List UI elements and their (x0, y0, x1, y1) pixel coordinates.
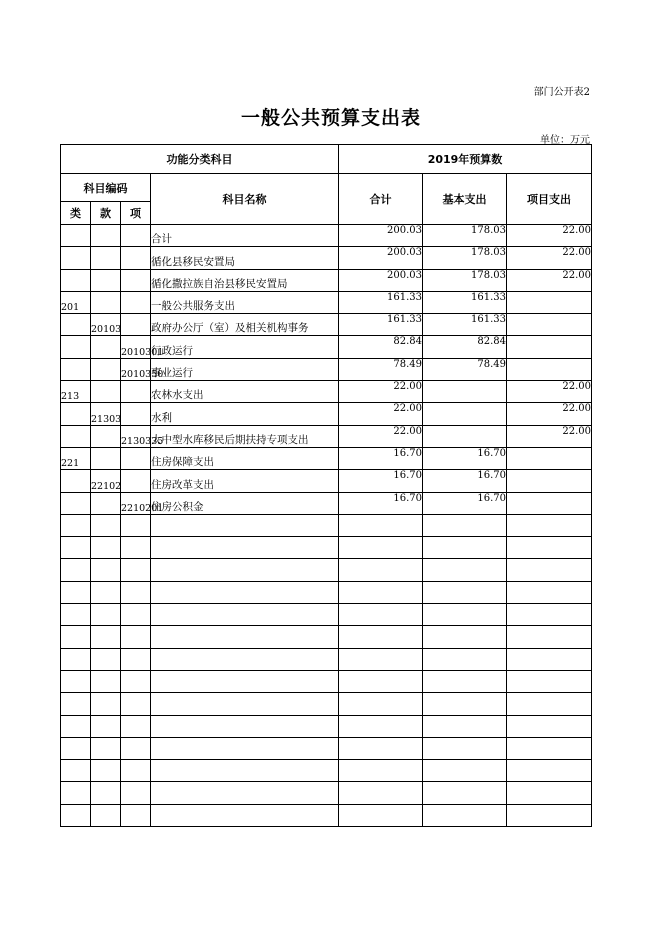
total-cell: 22.00 (339, 381, 423, 403)
project-cell (507, 291, 592, 313)
empty-cell (339, 604, 423, 626)
empty-cell (61, 670, 91, 692)
empty-cell (151, 737, 339, 759)
table-row (61, 247, 592, 269)
empty-cell (121, 693, 151, 715)
empty-cell (151, 514, 339, 536)
kuan-code-cell: 22102 (91, 470, 121, 492)
empty-cell (339, 670, 423, 692)
basic-cell: 161.33 (423, 314, 507, 336)
lei-code-cell (61, 314, 91, 336)
empty-cell (507, 670, 592, 692)
kuan-code-cell (91, 336, 121, 358)
empty-row (61, 670, 592, 692)
empty-row (61, 626, 592, 648)
kuan-code-cell (91, 358, 121, 380)
xiang-code-cell (121, 381, 151, 403)
lei-code-cell (61, 492, 91, 514)
project-cell (507, 314, 592, 336)
item-name-cell: 大中型水库移民后期扶持专项支出 (151, 425, 339, 447)
basic-cell: 16.70 (423, 492, 507, 514)
empty-cell (339, 782, 423, 804)
empty-cell (423, 648, 507, 670)
empty-cell (61, 648, 91, 670)
kuan-code-cell (91, 291, 121, 313)
empty-cell (507, 648, 592, 670)
empty-cell (507, 737, 592, 759)
empty-cell (61, 693, 91, 715)
empty-cell (507, 760, 592, 782)
empty-cell (61, 514, 91, 536)
lei-code-cell (61, 225, 91, 247)
kuan-code-cell (91, 492, 121, 514)
empty-cell (91, 715, 121, 737)
total-cell: 161.33 (339, 291, 423, 313)
empty-cell (151, 581, 339, 603)
empty-cell (91, 648, 121, 670)
empty-cell (339, 737, 423, 759)
kuan-code-cell (91, 425, 121, 447)
empty-row (61, 737, 592, 759)
empty-cell (507, 804, 592, 826)
basic-cell (423, 381, 507, 403)
empty-cell (121, 760, 151, 782)
empty-row (61, 804, 592, 826)
xiang-code-cell: 2210201 (121, 492, 151, 514)
empty-cell (91, 626, 121, 648)
total-header: 合计 (339, 174, 423, 225)
lei-code-cell (61, 336, 91, 358)
table-body (61, 225, 592, 827)
empty-cell (507, 514, 592, 536)
empty-cell (507, 559, 592, 581)
kuan-code-cell (91, 447, 121, 469)
empty-cell (507, 604, 592, 626)
empty-cell (121, 715, 151, 737)
empty-cell (61, 559, 91, 581)
empty-cell (339, 537, 423, 559)
empty-cell (339, 648, 423, 670)
empty-cell (91, 581, 121, 603)
empty-cell (151, 693, 339, 715)
basic-cell: 82.84 (423, 336, 507, 358)
empty-cell (423, 537, 507, 559)
lei-code-cell: 213 (61, 381, 91, 403)
xiang-code-cell (121, 403, 151, 425)
form-number: 部门公开表2 (533, 87, 590, 98)
project-cell (507, 492, 592, 514)
item-name-cell: 住房保障支出 (151, 447, 339, 469)
empty-cell (151, 537, 339, 559)
basic-cell: 16.70 (423, 470, 507, 492)
empty-cell (423, 559, 507, 581)
name-header: 科目名称 (151, 174, 339, 225)
table-row (61, 225, 592, 247)
table-row (61, 403, 592, 425)
project-cell: 22.00 (507, 269, 592, 291)
table-row (61, 425, 592, 447)
table-row (61, 336, 592, 358)
empty-cell (121, 804, 151, 826)
total-cell: 200.03 (339, 247, 423, 269)
item-name-cell: 住房公积金 (151, 492, 339, 514)
empty-cell (61, 782, 91, 804)
total-cell: 161.33 (339, 314, 423, 336)
lei-code-cell (61, 358, 91, 380)
empty-cell (121, 514, 151, 536)
budget-group-header: 2019年预算数 (339, 145, 592, 174)
empty-cell (91, 604, 121, 626)
item-name-cell: 事业运行 (151, 358, 339, 380)
empty-cell (151, 804, 339, 826)
empty-cell (339, 760, 423, 782)
empty-cell (151, 670, 339, 692)
empty-cell (339, 559, 423, 581)
xiang-code-cell: 2130335 (121, 425, 151, 447)
lei-code-cell (61, 403, 91, 425)
code-group-header: 科目编码 (61, 174, 151, 202)
empty-cell (91, 693, 121, 715)
item-name-cell: 行政运行 (151, 336, 339, 358)
total-cell: 200.03 (339, 269, 423, 291)
budget-table (60, 144, 592, 827)
empty-cell (423, 737, 507, 759)
total-cell: 78.49 (339, 358, 423, 380)
empty-cell (121, 782, 151, 804)
empty-cell (91, 760, 121, 782)
empty-cell (121, 581, 151, 603)
total-cell: 200.03 (339, 225, 423, 247)
xiang-code-cell (121, 291, 151, 313)
total-cell: 22.00 (339, 425, 423, 447)
empty-row (61, 782, 592, 804)
basic-cell: 78.49 (423, 358, 507, 380)
empty-cell (423, 715, 507, 737)
empty-cell (507, 537, 592, 559)
empty-cell (423, 626, 507, 648)
lei-code-cell (61, 425, 91, 447)
empty-cell (61, 581, 91, 603)
basic-cell: 178.03 (423, 269, 507, 291)
kuan-code-cell (91, 225, 121, 247)
empty-cell (151, 782, 339, 804)
table-row (61, 381, 592, 403)
category-group-header: 功能分类科目 (61, 145, 339, 174)
empty-row (61, 648, 592, 670)
empty-cell (151, 559, 339, 581)
empty-cell (507, 782, 592, 804)
table-row (61, 447, 592, 469)
xiang-code-cell (121, 269, 151, 291)
empty-row (61, 559, 592, 581)
empty-cell (61, 604, 91, 626)
empty-row (61, 514, 592, 536)
empty-cell (339, 693, 423, 715)
empty-cell (423, 693, 507, 715)
empty-cell (423, 581, 507, 603)
empty-cell (151, 604, 339, 626)
lei-code-cell: 221 (61, 447, 91, 469)
lei-code-cell (61, 470, 91, 492)
empty-cell (61, 626, 91, 648)
empty-cell (423, 782, 507, 804)
total-cell: 16.70 (339, 447, 423, 469)
project-cell (507, 470, 592, 492)
item-name-cell: 住房改革支出 (151, 470, 339, 492)
lei-code-cell: 201 (61, 291, 91, 313)
empty-cell (121, 648, 151, 670)
item-name-cell: 农林水支出 (151, 381, 339, 403)
project-cell (507, 447, 592, 469)
empty-cell (339, 715, 423, 737)
empty-cell (339, 804, 423, 826)
page-title: 一般公共预算支出表 (240, 107, 421, 129)
item-name-cell: 一般公共服务支出 (151, 291, 339, 313)
lei-header: 类 (61, 202, 91, 225)
empty-cell (91, 670, 121, 692)
empty-row (61, 760, 592, 782)
unit-label: 单位：万元 (540, 135, 590, 146)
item-name-cell: 合计 (151, 225, 339, 247)
empty-cell (151, 648, 339, 670)
xiang-header: 项 (121, 202, 151, 225)
basic-cell: 178.03 (423, 247, 507, 269)
item-name-cell: 水利 (151, 403, 339, 425)
total-cell: 16.70 (339, 470, 423, 492)
empty-cell (121, 537, 151, 559)
empty-cell (339, 626, 423, 648)
table-row (61, 470, 592, 492)
empty-cell (151, 626, 339, 648)
table-row (61, 314, 592, 336)
table-row (61, 492, 592, 514)
project-cell: 22.00 (507, 425, 592, 447)
basic-cell (423, 403, 507, 425)
empty-cell (61, 715, 91, 737)
basic-header: 基本支出 (423, 174, 507, 225)
empty-cell (423, 804, 507, 826)
kuan-code-cell (91, 247, 121, 269)
empty-cell (91, 559, 121, 581)
empty-cell (423, 670, 507, 692)
empty-row (61, 537, 592, 559)
project-cell: 22.00 (507, 225, 592, 247)
xiang-code-cell (121, 225, 151, 247)
empty-cell (121, 626, 151, 648)
empty-cell (507, 693, 592, 715)
xiang-code-cell: 2010301 (121, 336, 151, 358)
empty-cell (61, 760, 91, 782)
empty-cell (423, 514, 507, 536)
item-name-cell: 循化县移民安置局 (151, 247, 339, 269)
kuan-header: 款 (91, 202, 121, 225)
xiang-code-cell (121, 314, 151, 336)
empty-cell (507, 581, 592, 603)
empty-cell (121, 604, 151, 626)
project-cell: 22.00 (507, 247, 592, 269)
item-name-cell: 政府办公厅（室）及相关机构事务 (151, 314, 339, 336)
empty-cell (91, 537, 121, 559)
kuan-code-cell (91, 381, 121, 403)
empty-cell (151, 715, 339, 737)
empty-cell (339, 581, 423, 603)
xiang-code-cell: 2010350 (121, 358, 151, 380)
empty-row (61, 581, 592, 603)
project-cell (507, 336, 592, 358)
empty-row (61, 693, 592, 715)
empty-cell (91, 782, 121, 804)
kuan-code-cell (91, 269, 121, 291)
empty-cell (423, 604, 507, 626)
empty-cell (61, 737, 91, 759)
basic-cell: 161.33 (423, 291, 507, 313)
empty-cell (151, 760, 339, 782)
xiang-code-cell (121, 247, 151, 269)
empty-cell (91, 804, 121, 826)
empty-cell (121, 559, 151, 581)
empty-cell (507, 626, 592, 648)
total-cell: 16.70 (339, 492, 423, 514)
empty-cell (339, 514, 423, 536)
total-cell: 82.84 (339, 336, 423, 358)
empty-cell (507, 715, 592, 737)
basic-cell: 16.70 (423, 447, 507, 469)
basic-cell (423, 425, 507, 447)
lei-code-cell (61, 247, 91, 269)
project-header: 项目支出 (507, 174, 592, 225)
empty-cell (61, 537, 91, 559)
lei-code-cell (61, 269, 91, 291)
empty-cell (121, 670, 151, 692)
empty-cell (61, 804, 91, 826)
empty-row (61, 604, 592, 626)
xiang-code-cell (121, 470, 151, 492)
total-cell: 22.00 (339, 403, 423, 425)
empty-cell (121, 737, 151, 759)
project-cell: 22.00 (507, 403, 592, 425)
kuan-code-cell: 20103 (91, 314, 121, 336)
empty-cell (91, 737, 121, 759)
empty-row (61, 715, 592, 737)
empty-cell (423, 760, 507, 782)
item-name-cell: 循化撒拉族自治县移民安置局 (151, 269, 339, 291)
project-cell: 22.00 (507, 381, 592, 403)
xiang-code-cell (121, 447, 151, 469)
empty-cell (91, 514, 121, 536)
table-row (61, 269, 592, 291)
table-row (61, 291, 592, 313)
kuan-code-cell: 21303 (91, 403, 121, 425)
basic-cell: 178.03 (423, 225, 507, 247)
project-cell (507, 358, 592, 380)
table-row (61, 358, 592, 380)
